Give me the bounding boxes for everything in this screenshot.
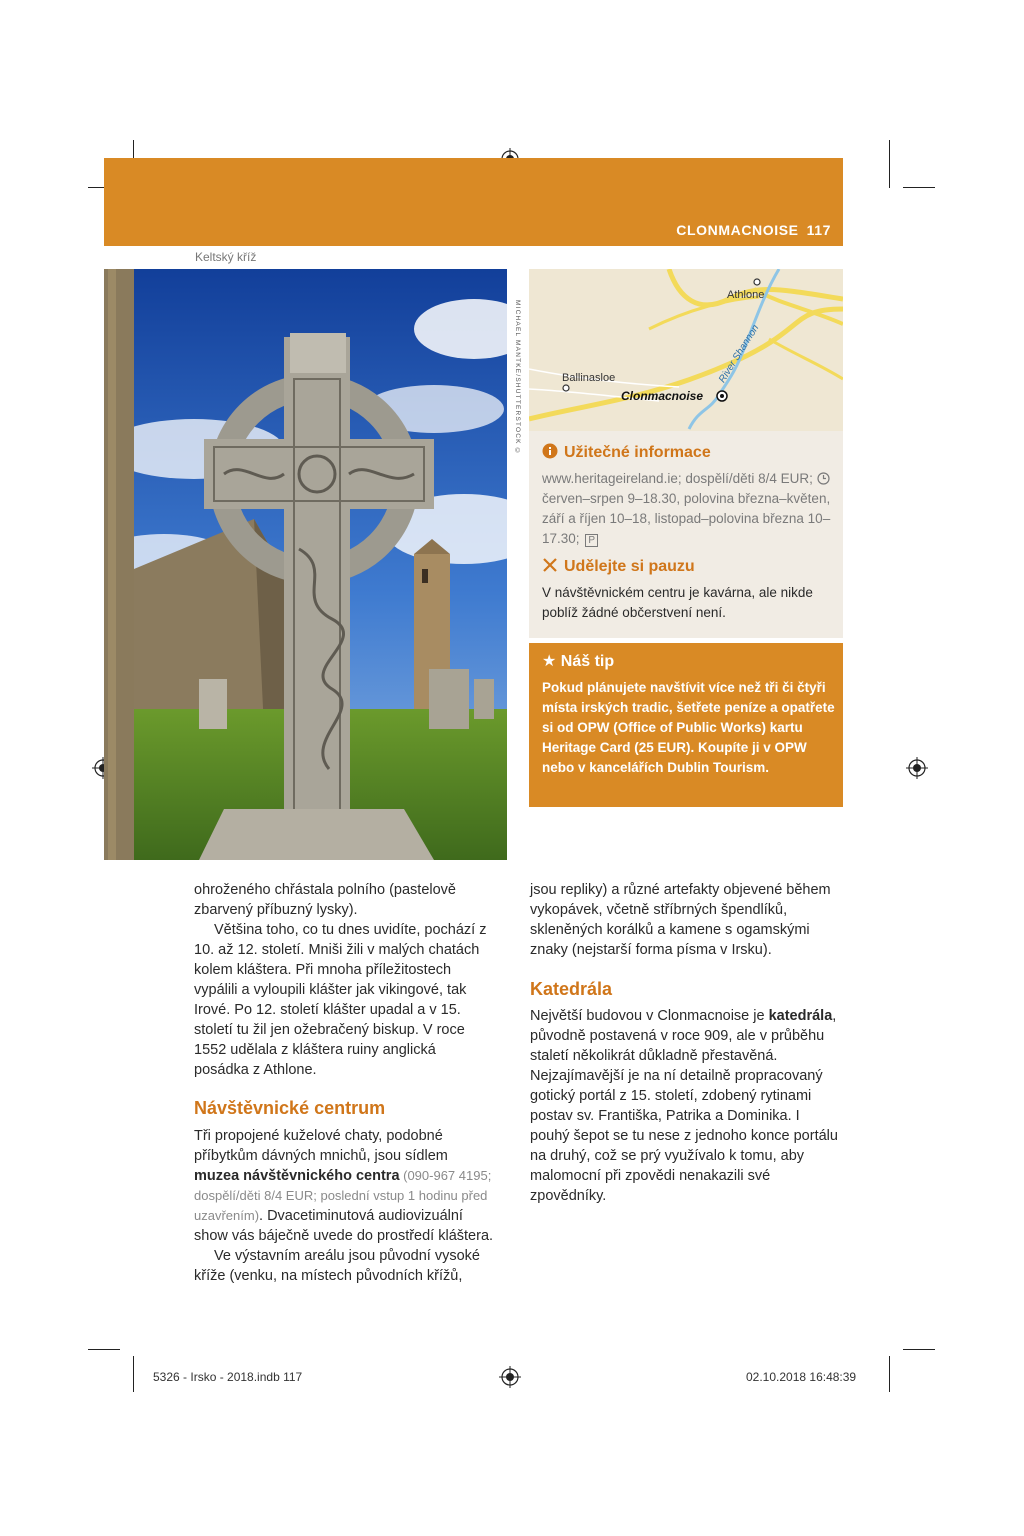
left-column-bottom <box>194 1126 494 1286</box>
right-paragraph-2-end: , původně postavená v roce 909, ale v průběhu staletí několikrát důkladně přestavěná. Nejzajímavější je na ní detailně propracovaný gotický portál z 15. století, zdobený rytinami postav sv. Františka, Patrika a Dominika. I pouhý šepot se tu nese z jednoho konce portálu na druhý, což se prý využívalo k tomu, aby malomocní při zpovědi nenakazili své zpovědníky. <box>530 1008 838 1204</box>
crop-mark <box>133 1356 134 1392</box>
right-paragraph-1: jsou repliky) a různé artefakty objevené během vykopávek, včetně stříbrných špendlíků, skleněných korálků a kamene s ogamskými znaky (nejstarší forma písma v Irsku). <box>530 882 831 958</box>
break-heading <box>542 557 695 576</box>
info-web: www.heritageireland.ie; dospělí/děti 8/4 EUR; <box>542 471 813 486</box>
location-map[interactable] <box>529 269 843 431</box>
left-paragraph-2: Většina toho, co tu dnes uvidíte, pochází z 10. až 12. století. Mniši žili v malých chatách kolem kláštera. Při mnoha příležitostech vypálili a vyloupili klášter jak vikingové, tak Irové. Po 12. století klášter upadal a v 15. století tu žil jen ožebračený biskup. V roce 1552 udělala z kláštera ruiny anglická posádka z Athlone. <box>194 922 487 1078</box>
star-icon: ★ <box>542 653 557 670</box>
registration-mark-icon <box>499 1366 521 1388</box>
clock-icon <box>817 472 830 485</box>
running-head <box>676 222 831 238</box>
left-paragraph-4: Ve výstavním areálu jsou původní vysoké kříže (venku, na místech původních křížů, <box>194 1248 480 1284</box>
info-hours: červen–srpen 9–18.30, polovina března–květen, září a říjen 10–18, listopad–polovina března 10–17.30; <box>542 491 831 546</box>
map-label-river: River Shannon <box>717 322 762 385</box>
crop-mark <box>903 187 935 188</box>
map-label-athlone: Athlone <box>727 289 765 301</box>
info-title: Užitečné informace <box>564 444 711 461</box>
cathedral-term: katedrála <box>768 1008 833 1024</box>
slug-file: 5326 - Irsko - 2018.indb 117 <box>153 1370 303 1384</box>
photo-caption: Keltský kříž <box>195 250 257 264</box>
slug-date: 02.10.2018 16:48:39 <box>746 1370 857 1384</box>
tip-box <box>529 643 843 807</box>
break-title: Udělejte si pauzu <box>564 558 695 575</box>
left-column-top <box>194 880 494 1080</box>
right-paragraph-2-text: Největší budovou v Clonmacnoise je <box>530 1008 769 1024</box>
museum-details: (090-967 4195; dospělí/děti 8/4 EUR; poslední vstup 1 hodinu před uzavřením) <box>194 1168 492 1223</box>
info-box <box>529 431 843 638</box>
left-paragraph-1: ohroženého chřástala polního (pastelově zbarvený příbuzný lysky). <box>194 882 456 918</box>
section-title: CLONMACNOISE <box>676 222 799 238</box>
right-column-top <box>530 880 842 960</box>
left-paragraph-3-text: Tři propojené kuželové chaty, podobné příbytkům dávných mnichů, jsou sídlem <box>194 1128 448 1164</box>
break-text: V návštěvnickém centru je kavárna, ale nikde poblíž žádné občerstvení není. <box>542 585 813 620</box>
crop-mark <box>88 1349 120 1350</box>
info-heading <box>542 443 711 462</box>
photo-credit: MICHAEL MANTKE/SHUTTERSTOCK © <box>514 300 521 456</box>
crop-mark <box>903 1349 935 1350</box>
map-label-clonmacnoise: Clonmacnoise <box>621 389 704 403</box>
parking-icon: P <box>585 534 598 547</box>
left-paragraph-3 <box>194 1126 494 1246</box>
registration-mark-icon <box>906 757 928 779</box>
info-circle-icon <box>542 443 558 459</box>
visitor-centre-heading: Návštěvnické centrum <box>194 1098 386 1118</box>
header-band <box>104 158 843 246</box>
right-paragraph-2 <box>530 1006 842 1206</box>
right-column-bottom <box>530 1006 842 1206</box>
celtic-cross-photo <box>104 269 507 860</box>
map-label-ballinasloe: Ballinasloe <box>562 372 616 384</box>
tip-title: Náš tip <box>560 653 615 670</box>
museum-link: muzea návštěvnického centra <box>194 1168 400 1184</box>
info-text <box>542 469 837 549</box>
tip-heading <box>542 651 614 671</box>
tip-text: Pokud plánujete navštívit více než tři či čtyři místa irských tradic, šetřete peníze a opatřete si od OPW (Office of Public Works) kartu Heritage Card (25 EUR). Koupíte ji v OPW nebo v kancelářích Dublin Tourism. <box>542 680 835 775</box>
crop-mark <box>889 1356 890 1392</box>
cutlery-icon <box>542 557 558 573</box>
left-paragraph-3-end: . Dvacetiminutová audiovizuální show vás báječně uvede do prostředí kláštera. <box>194 1208 494 1244</box>
page-number: 117 <box>806 222 831 238</box>
cathedral-heading: Katedrála <box>530 979 613 999</box>
crop-mark <box>889 140 890 188</box>
